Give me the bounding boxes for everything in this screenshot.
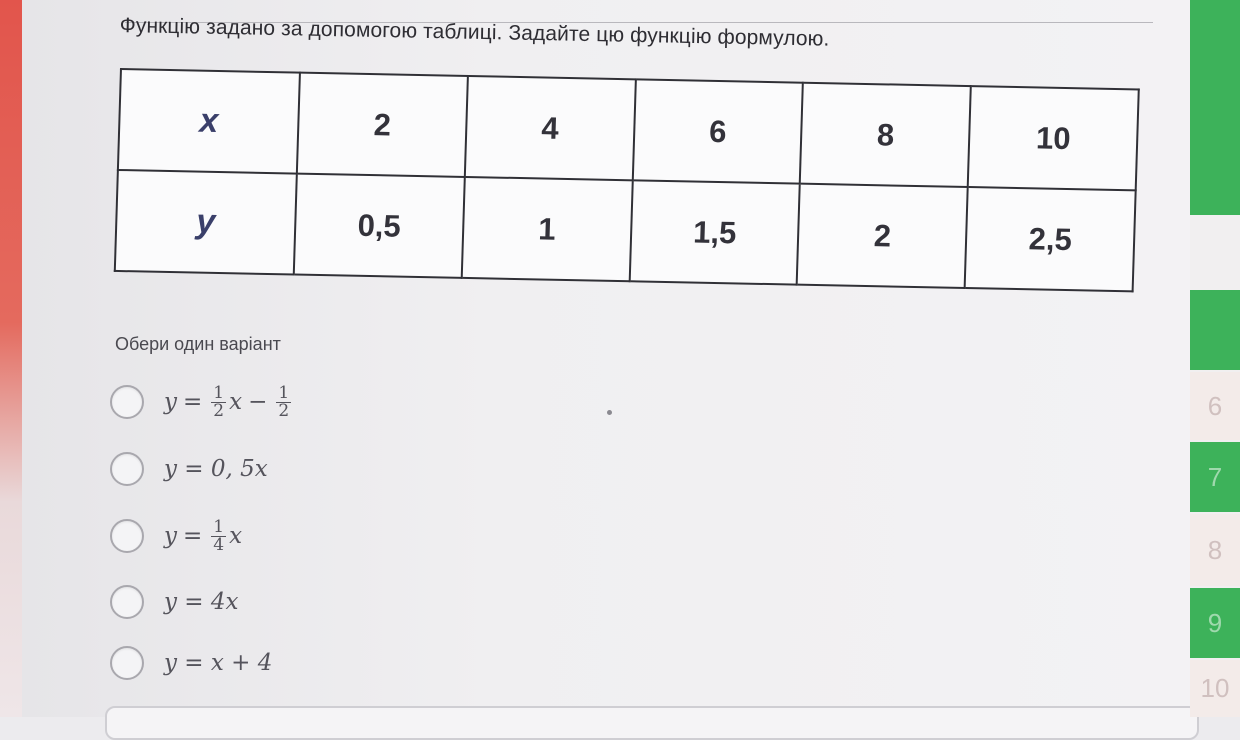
option-formula: y = x + 4 xyxy=(164,650,273,676)
fraction xyxy=(211,382,226,421)
fraction-numerator: 1 xyxy=(213,516,225,537)
question-text: Функцію задано за допомогою таблиці. Задайте цю функцію формулою. xyxy=(119,14,830,51)
formula-equals: = xyxy=(183,523,203,549)
radio-button[interactable] xyxy=(110,385,144,419)
option-formula: y = 4x xyxy=(164,589,239,615)
x-value: 6 xyxy=(632,79,803,183)
fraction-denominator: 4 xyxy=(213,534,225,555)
function-table xyxy=(114,68,1140,292)
nav-tab-answered[interactable] xyxy=(1190,290,1240,370)
nav-tab-7[interactable]: 7 xyxy=(1190,442,1240,512)
answer-option-5[interactable] xyxy=(110,641,272,685)
y-value: 2,5 xyxy=(965,187,1136,291)
y-value: 2 xyxy=(797,184,968,288)
formula-lhs: y xyxy=(164,523,177,549)
formula-variable: x xyxy=(229,523,243,549)
nav-tab-answered[interactable] xyxy=(1190,0,1240,215)
x-value: 8 xyxy=(800,83,971,187)
fraction-denominator: 2 xyxy=(213,400,225,421)
y-value: 0,5 xyxy=(294,174,465,278)
radio-button[interactable] xyxy=(110,519,144,553)
table-row-y xyxy=(115,170,1136,291)
question-navigator xyxy=(1190,0,1240,717)
x-value: 2 xyxy=(297,73,468,177)
formula-operator: − xyxy=(248,389,268,415)
radio-button[interactable] xyxy=(110,646,144,680)
nav-tab-10[interactable]: 10 xyxy=(1190,660,1240,717)
y-value: 1 xyxy=(462,177,633,281)
answer-option-4[interactable] xyxy=(110,580,239,624)
fraction-numerator: 1 xyxy=(278,382,290,403)
option-formula xyxy=(164,516,243,555)
x-header: x xyxy=(118,69,300,174)
formula-lhs: y xyxy=(164,389,177,415)
next-input-box[interactable] xyxy=(105,706,1199,740)
fraction-numerator: 1 xyxy=(213,382,225,403)
y-header: y xyxy=(115,170,297,275)
formula-equals: = xyxy=(183,389,203,415)
stray-dot xyxy=(607,410,612,415)
answer-option-1[interactable] xyxy=(110,380,294,424)
x-value: 4 xyxy=(465,76,636,180)
x-value: 10 xyxy=(968,86,1139,190)
nav-tab-9[interactable]: 9 xyxy=(1190,588,1240,658)
fraction xyxy=(276,382,291,421)
fraction xyxy=(211,516,226,555)
formula-variable: x xyxy=(229,389,243,415)
answer-option-2[interactable] xyxy=(110,447,268,491)
option-formula: y = 0, 5x xyxy=(164,456,268,482)
nav-tab-8[interactable]: 8 xyxy=(1190,514,1240,586)
choose-one-label: Обери один варіант xyxy=(115,334,281,354)
fraction-denominator: 2 xyxy=(278,400,290,421)
radio-button[interactable] xyxy=(110,585,144,619)
y-value: 1,5 xyxy=(629,180,800,284)
option-formula xyxy=(164,382,294,421)
radio-button[interactable] xyxy=(110,452,144,486)
nav-tab-6[interactable]: 6 xyxy=(1190,372,1240,440)
left-edge-strip xyxy=(0,0,22,717)
answer-option-3[interactable] xyxy=(110,514,242,558)
